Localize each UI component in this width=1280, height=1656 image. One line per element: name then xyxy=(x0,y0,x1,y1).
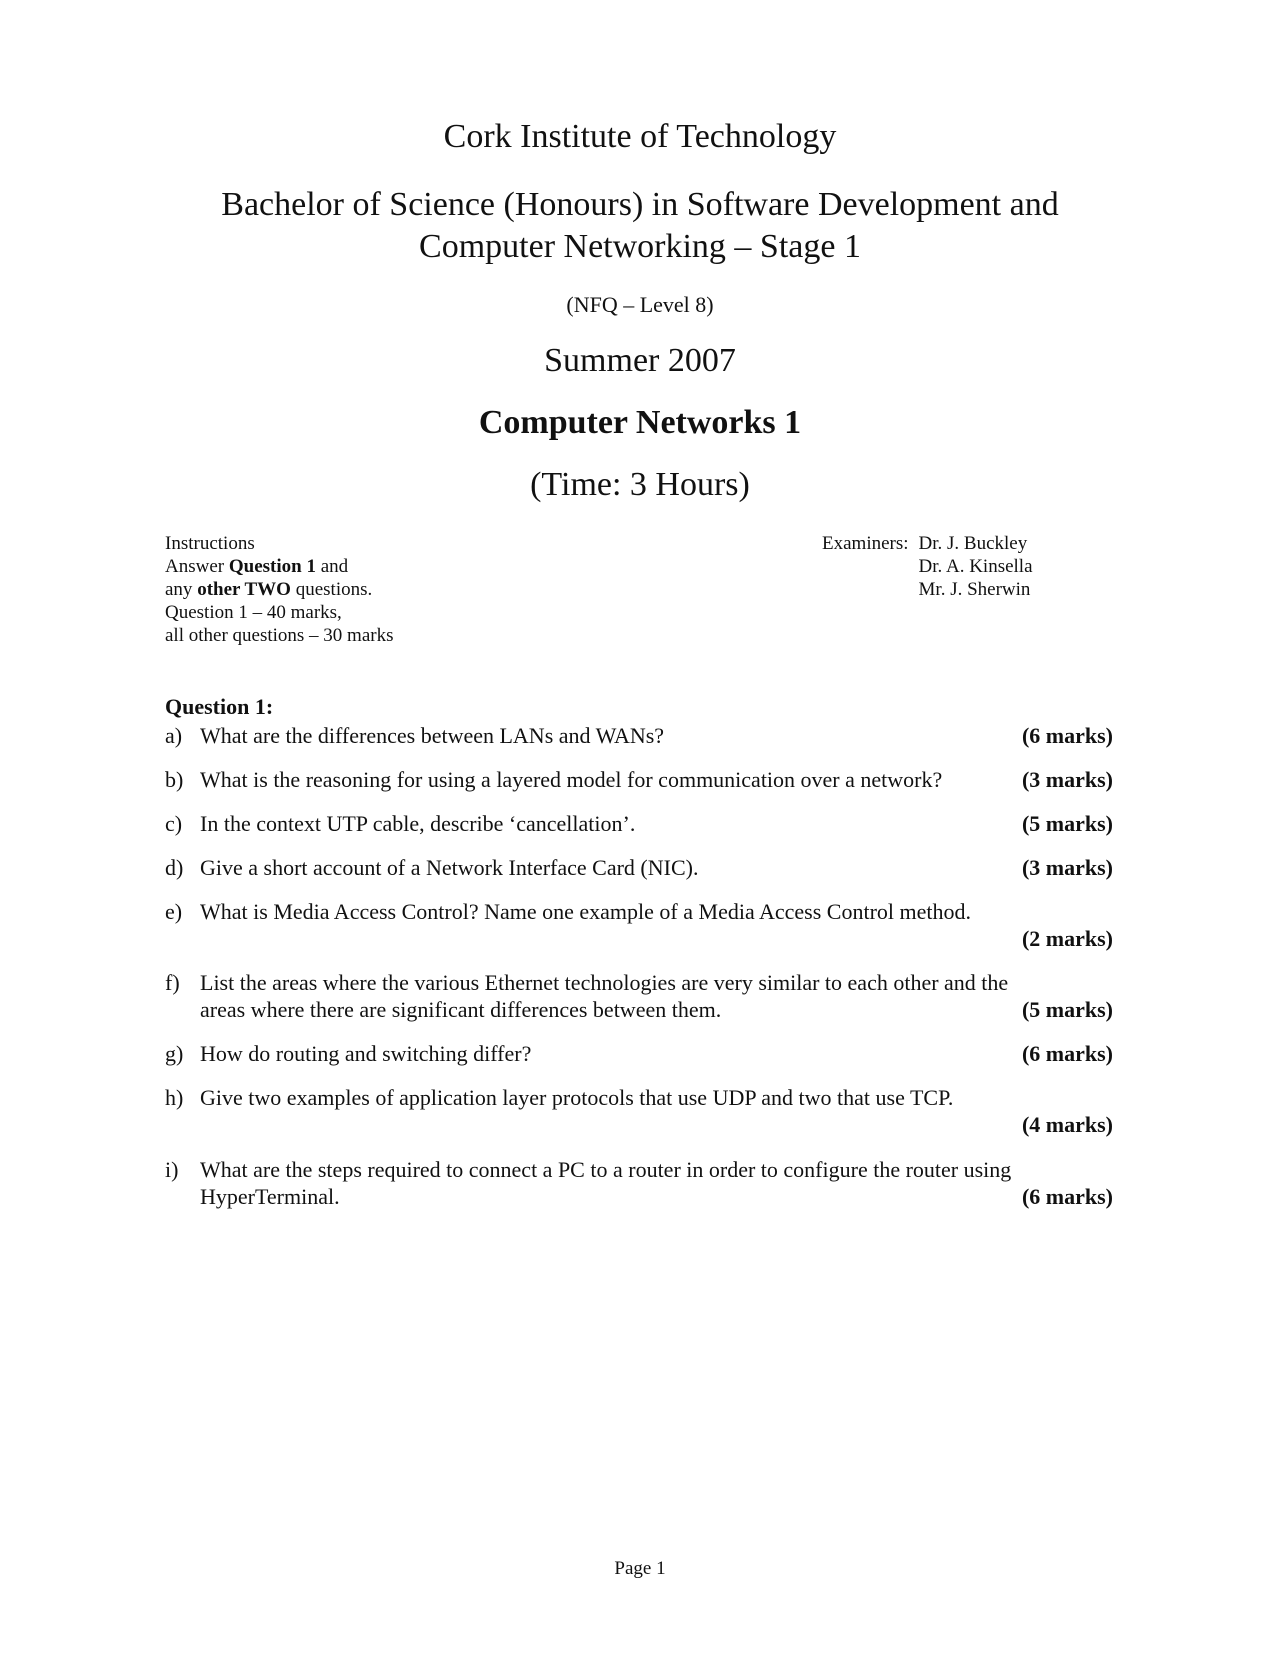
examiners-list xyxy=(919,532,1033,601)
item-line xyxy=(200,898,1113,925)
item-body xyxy=(200,1084,1113,1138)
instructions-block xyxy=(165,532,394,647)
item-line xyxy=(200,1183,1113,1210)
item-line xyxy=(200,766,1113,793)
item-text: What are the steps required to connect a PC to a router in order to configure the router using xyxy=(200,1157,1012,1182)
item-marks: (6 marks) xyxy=(1021,723,1113,748)
instructions-line-5: all other questions – 30 marks xyxy=(165,625,394,646)
item-line xyxy=(200,810,1113,837)
item-line xyxy=(200,854,1113,881)
instructions-title: Instructions xyxy=(165,533,255,554)
item-text: HyperTerminal. xyxy=(200,1184,340,1209)
instructions-emphasis: Question 1 xyxy=(228,556,316,577)
item-line xyxy=(200,1111,1113,1138)
item-text: areas where there are significant differences between them. xyxy=(200,997,722,1022)
instructions-emphasis: other TWO xyxy=(197,579,291,600)
item-marks: (5 marks) xyxy=(1021,997,1113,1022)
item-letter: b) xyxy=(165,767,184,792)
question-title: Question 1: xyxy=(165,694,274,719)
examiner-name: Mr. J. Sherwin xyxy=(918,579,1031,600)
item-line xyxy=(200,969,1113,996)
item-body xyxy=(200,854,1113,881)
item-line xyxy=(200,1084,1113,1111)
exam-duration: (Time: 3 Hours) xyxy=(530,466,750,503)
examiners-label: Examiners: xyxy=(822,533,909,554)
nfq-level: (NFQ – Level 8) xyxy=(566,292,714,317)
instructions-line-2 xyxy=(165,555,394,578)
item-text: In the context UTP cable, describe ‘cancellation’. xyxy=(200,811,636,836)
examiner-name: Dr. A. Kinsella xyxy=(918,556,1033,577)
item-body xyxy=(200,1156,1113,1210)
examiner-name: Dr. J. Buckley xyxy=(918,533,1028,554)
item-text: What are the differences between LANs and WANs? xyxy=(200,723,665,748)
item-body xyxy=(200,810,1113,837)
item-letter: a) xyxy=(165,723,183,748)
item-letter: c) xyxy=(165,811,183,836)
item-letter: g) xyxy=(165,1041,184,1066)
item-text: Give two examples of application layer protocols that use UDP and two that use TCP. xyxy=(200,1085,954,1110)
instructions-text: Answer xyxy=(165,556,229,577)
item-line xyxy=(200,996,1113,1023)
programme-title-line-1: Bachelor of Science (Honours) in Software Development and xyxy=(221,186,1059,223)
instructions-line-4: Question 1 – 40 marks, xyxy=(165,602,342,623)
page-number: Page 1 xyxy=(614,1558,666,1579)
item-marks: (3 marks) xyxy=(1021,767,1113,792)
item-line xyxy=(200,925,1113,952)
item-marks: (4 marks) xyxy=(1021,1112,1113,1137)
item-marks: (3 marks) xyxy=(1021,855,1113,880)
item-line xyxy=(200,1156,1113,1183)
item-text: List the areas where the various Ethernet technologies are very similar to each other and the xyxy=(200,970,1009,995)
item-body xyxy=(200,1040,1113,1067)
instructions-text: and xyxy=(315,556,349,577)
institute-name: Cork Institute of Technology xyxy=(443,118,837,155)
instructions-line-3 xyxy=(165,578,394,601)
examiners-block xyxy=(822,532,1033,601)
item-letter: e) xyxy=(165,899,183,924)
item-text: What is the reasoning for using a layered model for communication over a network? xyxy=(200,767,943,792)
item-body xyxy=(200,722,1113,749)
programme-title xyxy=(0,184,1280,268)
item-text: What is Media Access Control? Name one example of a Media Access Control method. xyxy=(200,899,972,924)
programme-title-line-2: Computer Networking – Stage 1 xyxy=(419,228,861,265)
item-line xyxy=(200,1040,1113,1067)
item-text: How do routing and switching differ? xyxy=(200,1041,532,1066)
item-text: Give a short account of a Network Interface Card (NIC). xyxy=(200,855,699,880)
item-letter: d) xyxy=(165,855,184,880)
item-body xyxy=(200,898,1113,952)
item-letter: f) xyxy=(165,970,180,995)
item-body xyxy=(200,969,1113,1023)
item-line xyxy=(200,722,1113,749)
item-marks: (5 marks) xyxy=(1021,811,1113,836)
exam-session: Summer 2007 xyxy=(544,342,736,379)
instructions-text: any xyxy=(165,579,198,600)
item-letter: i) xyxy=(165,1157,179,1182)
item-marks: (6 marks) xyxy=(1021,1184,1113,1209)
instructions-text: questions. xyxy=(290,579,373,600)
module-title: Computer Networks 1 xyxy=(478,404,802,441)
item-body xyxy=(200,766,1113,793)
item-marks: (6 marks) xyxy=(1021,1041,1113,1066)
item-letter: h) xyxy=(165,1085,184,1110)
item-marks: (2 marks) xyxy=(1021,926,1113,951)
